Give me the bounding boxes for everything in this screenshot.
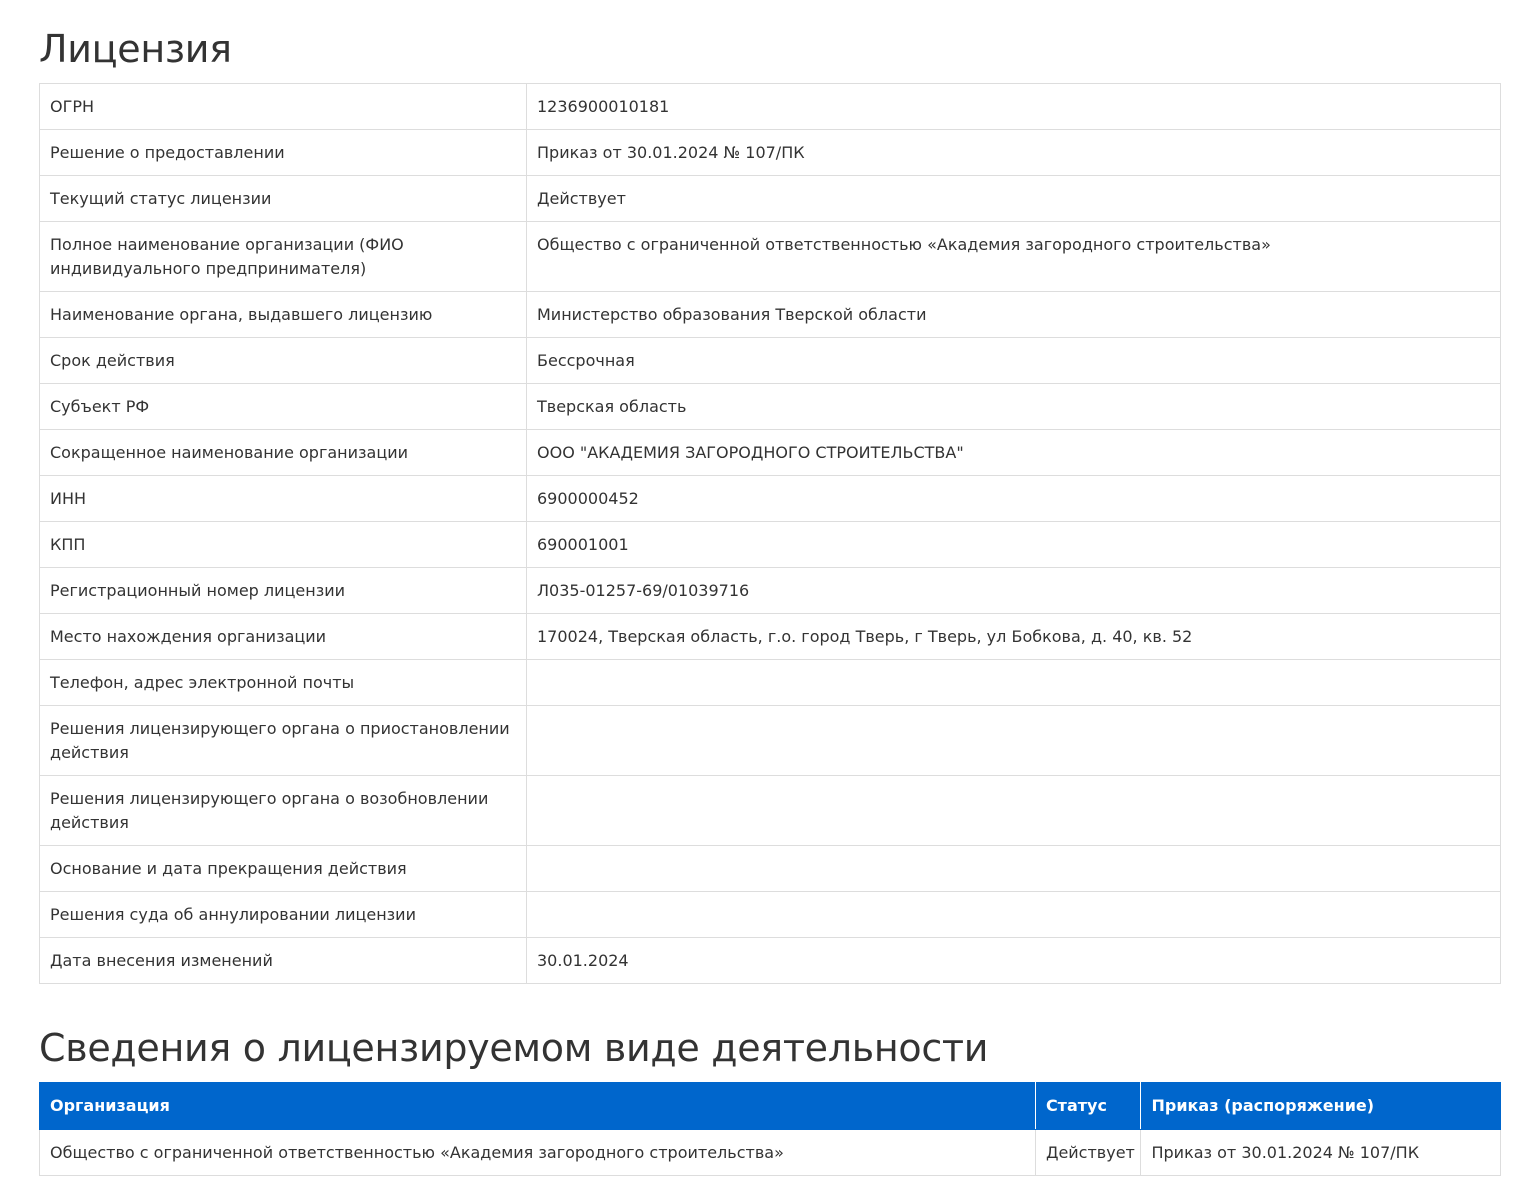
row-label: Регистрационный номер лицензии: [40, 568, 527, 614]
license-title: Лицензия: [39, 27, 232, 71]
row-label: Решение о предоставлении: [40, 130, 527, 176]
row-label: ОГРН: [40, 84, 527, 130]
table-row: [40, 84, 1501, 130]
row-label: Основание и дата прекращения действия: [40, 846, 527, 892]
row-label: Наименование органа, выдавшего лицензию: [40, 292, 527, 338]
table-row: [40, 846, 1501, 892]
license-table: [39, 83, 1501, 984]
cell-order: Приказ от 30.01.2024 № 107/ПК: [1141, 1130, 1501, 1176]
table-row: [40, 384, 1501, 430]
table-row: [40, 776, 1501, 846]
cell-status: Действует: [1035, 1130, 1141, 1176]
row-label: Срок действия: [40, 338, 527, 384]
row-label: Решения лицензирующего органа о приостановлении действия: [40, 706, 527, 776]
row-value: Л035-01257-69/01039716: [527, 568, 1501, 614]
row-label: Решения суда об аннулировании лицензии: [40, 892, 527, 938]
header-organization: Организация: [40, 1083, 1036, 1130]
row-label: Решения лицензирующего органа о возобновлении действия: [40, 776, 527, 846]
table-row: [40, 938, 1501, 984]
row-value: [527, 776, 1501, 846]
row-value: [527, 706, 1501, 776]
row-label: Место нахождения организации: [40, 614, 527, 660]
table-row: [40, 1130, 1501, 1176]
row-value: ООО "АКАДЕМИЯ ЗАГОРОДНОГО СТРОИТЕЛЬСТВА": [527, 430, 1501, 476]
row-value: Приказ от 30.01.2024 № 107/ПК: [527, 130, 1501, 176]
activity-table: [39, 1082, 1501, 1176]
row-value: [527, 892, 1501, 938]
row-label: Полное наименование организации (ФИО индивидуального предпринимателя): [40, 222, 527, 292]
row-value: Бессрочная: [527, 338, 1501, 384]
row-value: Тверская область: [527, 384, 1501, 430]
header-order: Приказ (распоряжение): [1141, 1083, 1501, 1130]
row-label: КПП: [40, 522, 527, 568]
row-value: Министерство образования Тверской области: [527, 292, 1501, 338]
row-value: 30.01.2024: [527, 938, 1501, 984]
table-row: [40, 292, 1501, 338]
table-row: [40, 338, 1501, 384]
table-row: [40, 522, 1501, 568]
row-value: [527, 660, 1501, 706]
table-row: [40, 130, 1501, 176]
table-header-row: [40, 1083, 1501, 1130]
row-value: Действует: [527, 176, 1501, 222]
row-label: Субъект РФ: [40, 384, 527, 430]
row-value: [527, 846, 1501, 892]
row-label: Текущий статус лицензии: [40, 176, 527, 222]
table-row: [40, 614, 1501, 660]
table-row: [40, 892, 1501, 938]
table-row: [40, 660, 1501, 706]
row-value: Общество с ограниченной ответственностью «Академия загородного строительства»: [527, 222, 1501, 292]
row-value: 6900000452: [527, 476, 1501, 522]
row-label: Дата внесения изменений: [40, 938, 527, 984]
row-value: 170024, Тверская область, г.о. город Тверь, г Тверь, ул Бобкова, д. 40, кв. 52: [527, 614, 1501, 660]
table-row: [40, 568, 1501, 614]
table-row: [40, 222, 1501, 292]
row-value: 690001001: [527, 522, 1501, 568]
cell-organization: Общество с ограниченной ответственностью «Академия загородного строительства»: [40, 1130, 1036, 1176]
table-row: [40, 706, 1501, 776]
table-row: [40, 176, 1501, 222]
row-value: 1236900010181: [527, 84, 1501, 130]
row-label: ИНН: [40, 476, 527, 522]
row-label: Сокращенное наименование организации: [40, 430, 527, 476]
row-label: Телефон, адрес электронной почты: [40, 660, 527, 706]
table-row: [40, 430, 1501, 476]
table-row: [40, 476, 1501, 522]
activity-title: Сведения о лицензируемом виде деятельности: [39, 1026, 989, 1070]
header-status: Статус: [1035, 1083, 1141, 1130]
